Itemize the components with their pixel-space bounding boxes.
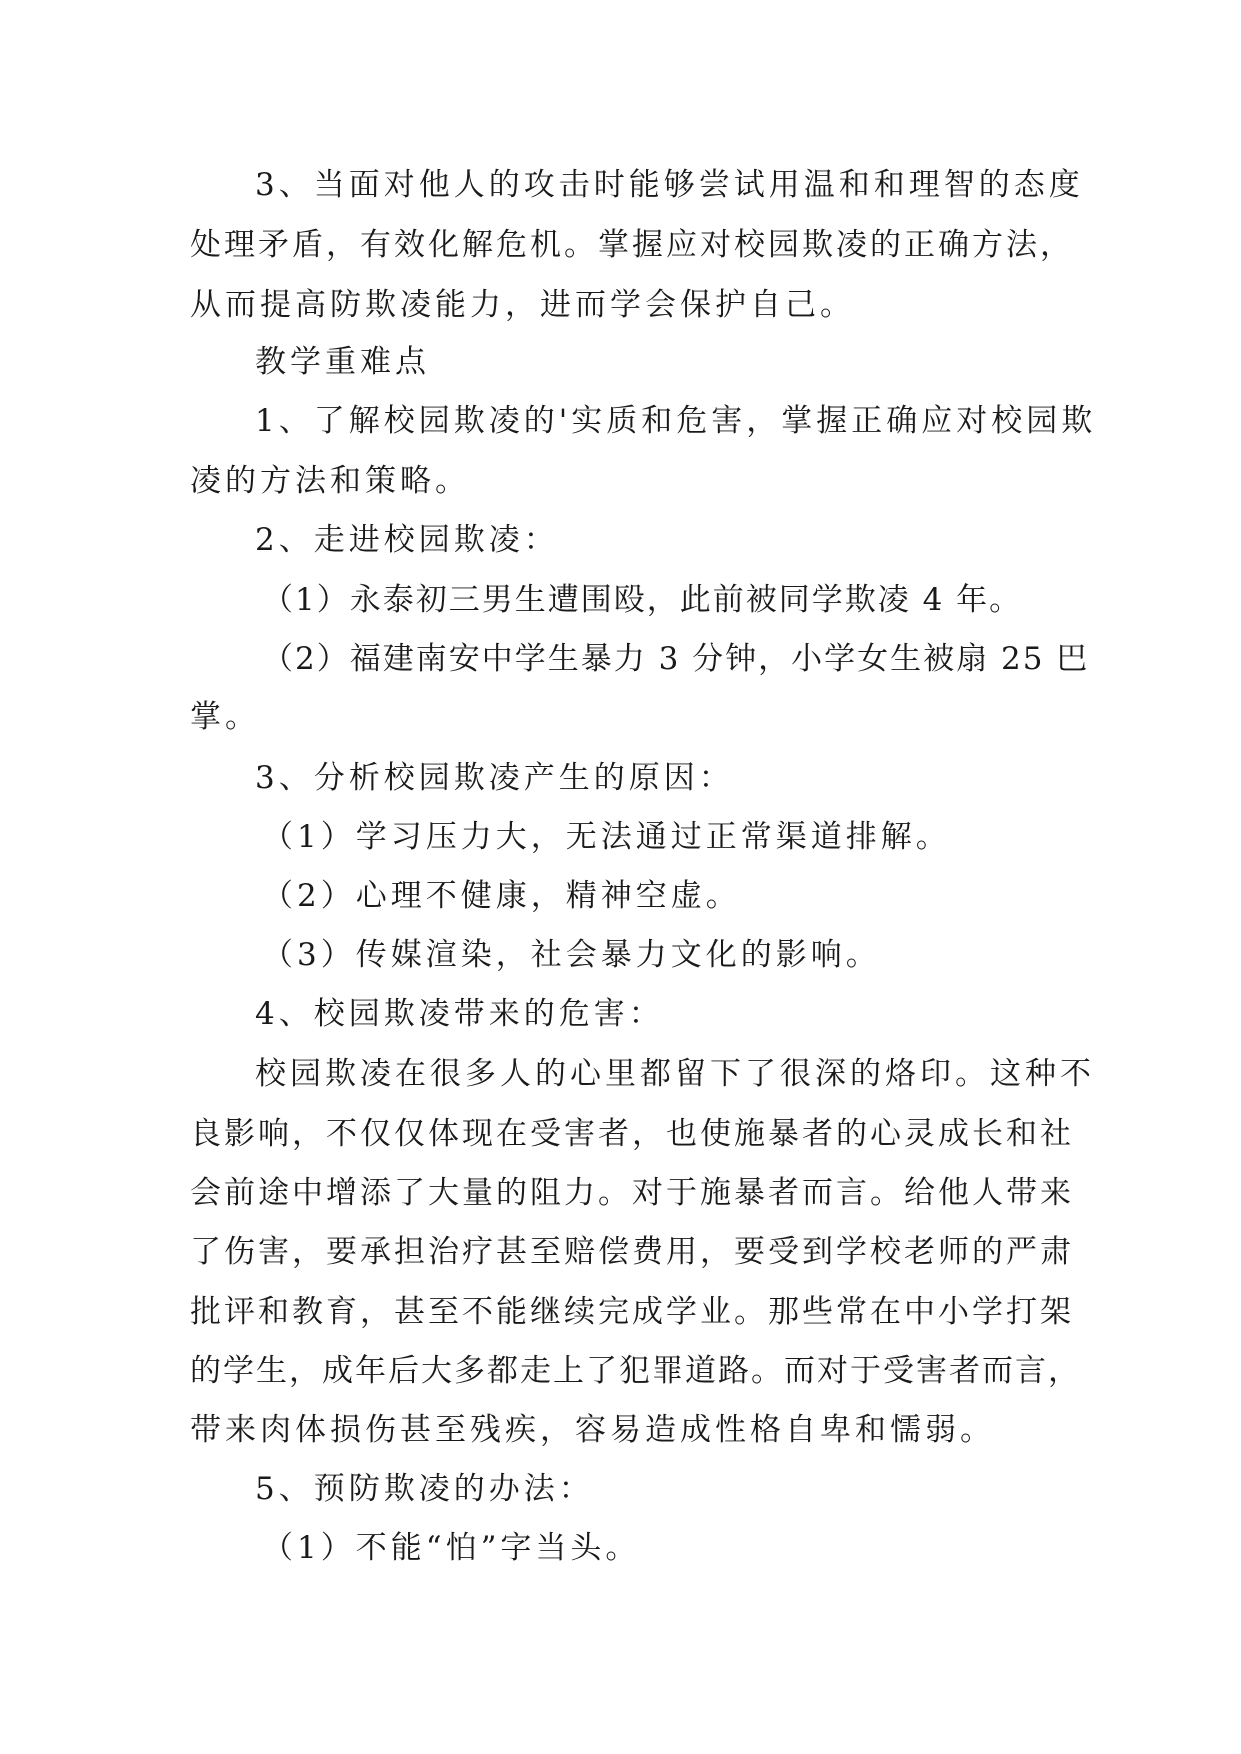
text-line: 教学重难点 — [255, 344, 430, 380]
text-line: 带来肉体损伤甚至残疾，容易造成性格自卑和懦弱。 — [190, 1412, 995, 1448]
text-line: 5、预防欺凌的办法： — [255, 1471, 594, 1507]
text-line: 批评和教育，甚至不能继续完成学业。那些常在中小学打架 — [190, 1294, 1074, 1330]
text-line: 从而提高防欺凌能力，进而学会保护自己。 — [190, 287, 855, 323]
text-line: （1）学习压力大，无法通过正常渠道排解。 — [262, 819, 951, 855]
text-line: 的学生，成年后大多都走上了犯罪道路。而对于受害者而言， — [190, 1353, 1081, 1389]
text-line: 2、走进校园欺凌： — [255, 522, 559, 558]
text-line: 了伤害，要承担治疗甚至赔偿费用，要受到学校老师的严肃 — [190, 1234, 1074, 1270]
text-line: （2）心理不健康，精神空虚。 — [262, 878, 741, 914]
text-line: 校园欺凌在很多人的心里都留下了很深的烙印。这种不 — [255, 1056, 1095, 1092]
text-line: 良影响，不仅仅体现在受害者，也使施暴者的心灵成长和社 — [190, 1116, 1074, 1152]
text-line: 1、了解校园欺凌的'实质和危害，掌握正确应对校园欺 — [255, 403, 1097, 439]
text-line: （3）传媒渲染，社会暴力文化的影响。 — [262, 937, 881, 973]
text-line: （1）永泰初三男生遭围殴，此前被同学欺凌 4 年。 — [262, 582, 1023, 618]
text-line: （2）福建南安中学生暴力 3 分钟，小学女生被扇 25 巴 — [262, 641, 1090, 677]
text-line: 3、分析校园欺凌产生的原因： — [255, 760, 734, 796]
text-line: 处理矛盾，有效化解危机。掌握应对校园欺凌的正确方法， — [190, 227, 1074, 263]
text-line: 掌。 — [190, 699, 260, 735]
text-line: 3、当面对他人的攻击时能够尝试用温和和理智的态度 — [255, 167, 1084, 203]
text-line: 会前途中增添了大量的阻力。对于施暴者而言。给他人带来 — [190, 1175, 1074, 1211]
text-line: 4、校园欺凌带来的危害： — [255, 996, 664, 1032]
text-line: 凌的方法和策略。 — [190, 463, 470, 499]
text-line: （1）不能“怕”字当头。 — [262, 1530, 641, 1566]
